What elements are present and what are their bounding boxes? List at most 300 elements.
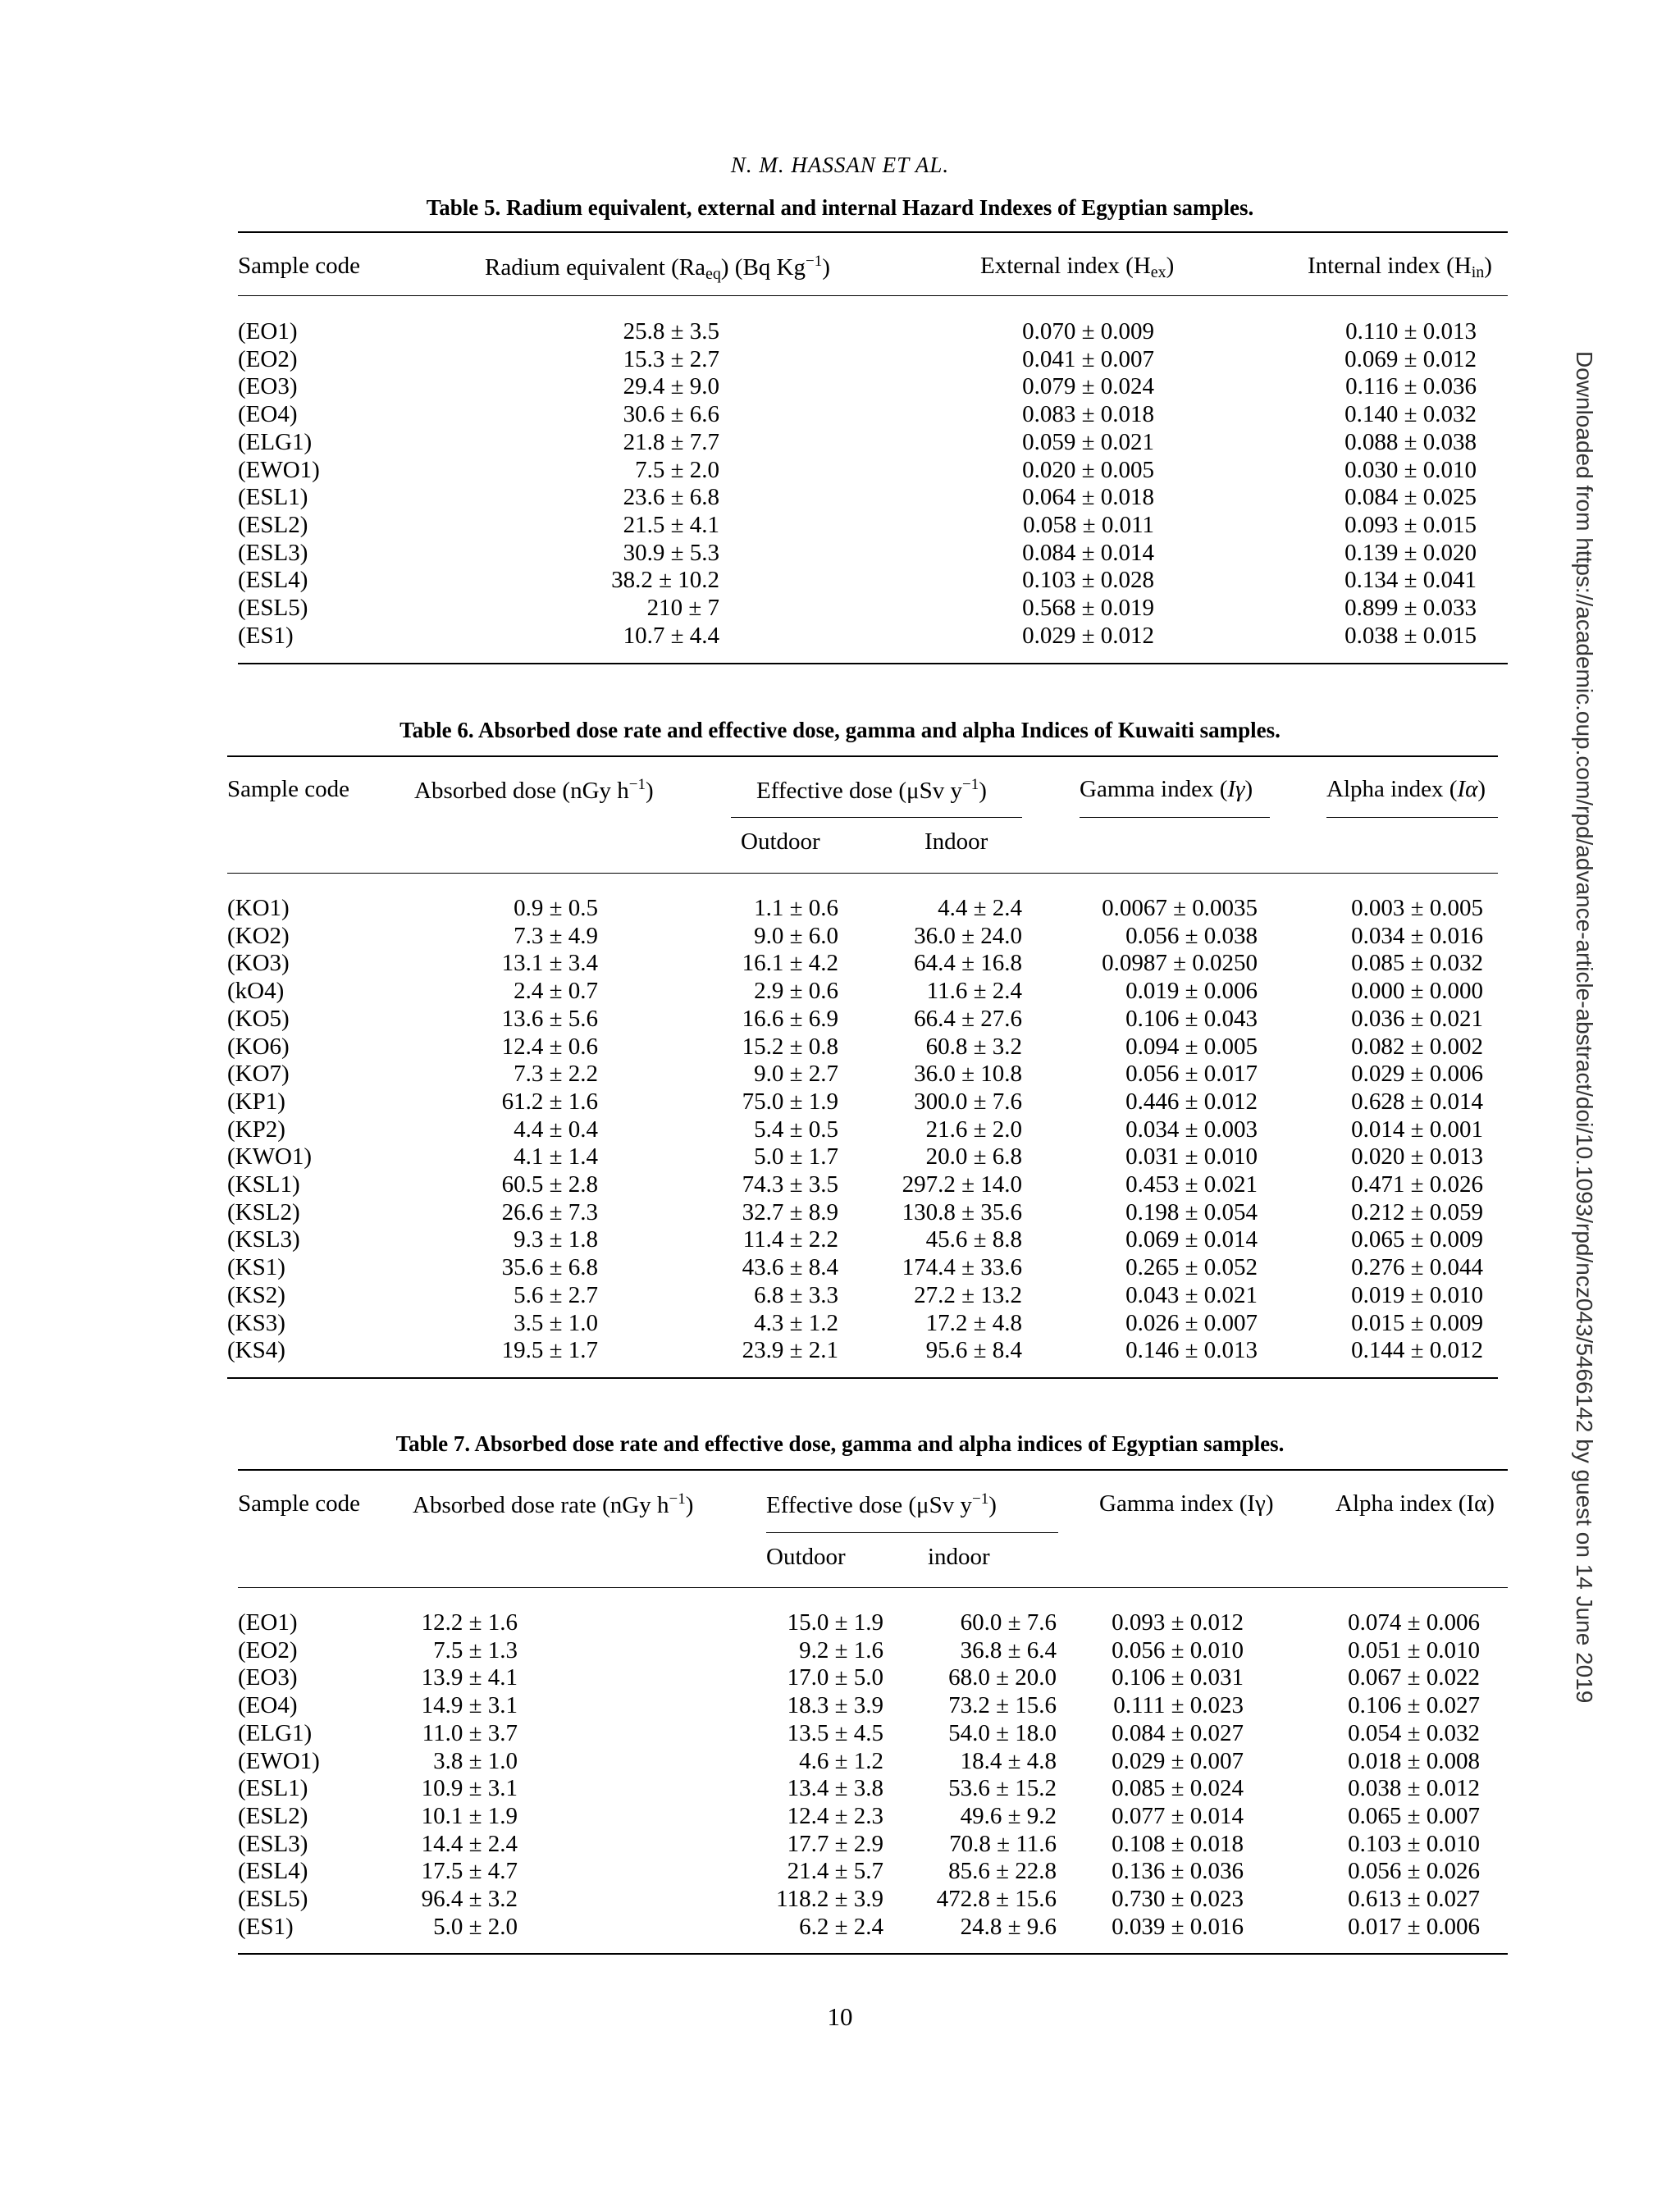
- table7-cell-alpha-index: 0.017 ± 0.006: [1348, 1913, 1480, 1940]
- table6-cell-alpha-index: 0.212 ± 0.059: [1351, 1198, 1483, 1225]
- table7-header-alpha-index: Alpha index (Iα): [1335, 1490, 1495, 1517]
- table6-cell-effective-indoor: 17.2 ± 4.8: [925, 1309, 1022, 1336]
- table7-cell-alpha-index: 0.103 ± 0.010: [1348, 1830, 1480, 1857]
- table7-cell-absorbed-dose-rate: 14.9 ± 3.1: [421, 1692, 518, 1719]
- table5-cell-radium-equivalent: 210 ± 7: [646, 595, 719, 621]
- table6-cell-gamma-index: 0.056 ± 0.017: [1125, 1061, 1258, 1088]
- table7-cell-sample-code: (ESL2): [238, 1802, 308, 1829]
- table6-cell-absorbed-dose: 4.4 ± 0.4: [514, 1116, 598, 1143]
- table6-cell-absorbed-dose: 9.3 ± 1.8: [514, 1226, 598, 1253]
- table7-subheader-outdoor: Outdoor: [766, 1544, 846, 1570]
- table7-row: [0, 1719, 1680, 1747]
- table7-effective-dose-span-rule: [766, 1532, 1058, 1533]
- table5-cell-radium-equivalent: 15.3 ± 2.7: [623, 345, 719, 372]
- table7-cell-absorbed-dose-rate: 13.9 ± 4.1: [421, 1664, 518, 1691]
- table5-row: [0, 622, 1680, 650]
- table5-cell-internal-index: 0.110 ± 0.013: [1345, 318, 1477, 345]
- table7-cell-effective-outdoor: 13.4 ± 3.8: [787, 1775, 883, 1802]
- table5-cell-radium-equivalent: 21.8 ± 7.7: [623, 428, 719, 455]
- table7-cell-absorbed-dose-rate: 10.1 ± 1.9: [421, 1802, 518, 1829]
- table7-cell-effective-indoor: 73.2 ± 15.6: [948, 1692, 1057, 1719]
- table6-header-effective-dose: Effective dose (μSv $y^{-1}$): [756, 776, 987, 804]
- table6-cell-absorbed-dose: 19.5 ± 1.7: [501, 1337, 598, 1364]
- table5-cell-sample-code: (EO1): [238, 318, 298, 345]
- table5-cell-sample-code: (EO4): [238, 401, 298, 428]
- table5-row: [0, 345, 1680, 373]
- table5-cell-sample-code: (ESL1): [238, 484, 308, 511]
- table7-cell-effective-outdoor: 4.6 ± 1.2: [799, 1747, 883, 1774]
- table6-row: [0, 922, 1680, 950]
- table7-header-effective-dose: Effective dose (μSv $y^{-1}$): [766, 1490, 997, 1518]
- table5-cell-external-index: 0.083 ± 0.018: [1022, 401, 1154, 428]
- table5-row: [0, 372, 1680, 400]
- table6-cell-alpha-index: 0.144 ± 0.012: [1351, 1337, 1483, 1364]
- table6-cell-sample-code: (KO7): [227, 1061, 290, 1088]
- table7-cell-effective-indoor: 36.8 ± 6.4: [960, 1636, 1057, 1663]
- table5-cell-internal-index: 0.038 ± 0.015: [1344, 622, 1477, 649]
- table6-row: [0, 1060, 1680, 1088]
- table7-row: [0, 1609, 1680, 1636]
- table7-cell-sample-code: (EO1): [238, 1609, 298, 1636]
- table6-cell-absorbed-dose: 26.6 ± 7.3: [501, 1198, 598, 1225]
- table7-cell-effective-indoor: 70.8 ± 11.6: [949, 1830, 1057, 1857]
- table7-cell-absorbed-dose-rate: 3.8 ± 1.0: [433, 1747, 518, 1774]
- table7-cell-effective-indoor: 53.6 ± 15.2: [948, 1775, 1057, 1802]
- table7-cell-effective-indoor: 85.6 ± 22.8: [948, 1858, 1057, 1885]
- table6-gamma-underline: [1080, 817, 1270, 818]
- table6-cell-alpha-index: 0.019 ± 0.010: [1351, 1281, 1483, 1308]
- table6-cell-effective-outdoor: 23.9 ± 2.1: [742, 1337, 838, 1364]
- table7-cell-sample-code: (ESL4): [238, 1858, 308, 1885]
- table6-row: [0, 1005, 1680, 1033]
- table6-cell-effective-outdoor: 5.0 ± 1.7: [754, 1143, 838, 1171]
- table6-cell-sample-code: (KS1): [227, 1254, 285, 1281]
- table6-cell-sample-code: (KO5): [227, 1005, 290, 1032]
- table6-row: [0, 1116, 1680, 1143]
- table7-cell-sample-code: (ESL3): [238, 1830, 308, 1857]
- table6-cell-gamma-index: 0.043 ± 0.021: [1125, 1281, 1258, 1308]
- table5-header-external-index: External index $(H_{ex})$: [980, 253, 1175, 281]
- table6-cell-alpha-index: 0.034 ± 0.016: [1351, 922, 1483, 949]
- table6-cell-gamma-index: 0.146 ± 0.013: [1125, 1337, 1258, 1364]
- table7-cell-effective-indoor: 472.8 ± 15.6: [936, 1886, 1057, 1912]
- table7-row: [0, 1774, 1680, 1802]
- table7-cell-sample-code: (EO4): [238, 1692, 298, 1719]
- table7-cell-gamma-index: 0.136 ± 0.036: [1112, 1858, 1244, 1885]
- table6-cell-effective-indoor: 36.0 ± 10.8: [914, 1061, 1022, 1088]
- table6-row: [0, 1088, 1680, 1116]
- table6-header-sample: Sample code: [227, 776, 349, 802]
- table7-cell-sample-code: (EO3): [238, 1664, 298, 1691]
- table6-cell-sample-code: (KWO1): [227, 1143, 313, 1171]
- table7-cell-sample-code: (ESL5): [238, 1886, 308, 1912]
- table5-cell-sample-code: (ESL5): [238, 595, 308, 621]
- table6-cell-effective-outdoor: 15.2 ± 0.8: [742, 1033, 838, 1060]
- table6-cell-alpha-index: 0.015 ± 0.009: [1351, 1309, 1483, 1336]
- table7-cell-effective-outdoor: 13.5 ± 4.5: [787, 1719, 883, 1746]
- table7-cell-gamma-index: 0.084 ± 0.027: [1112, 1719, 1244, 1746]
- table7-cell-alpha-index: 0.056 ± 0.026: [1348, 1858, 1480, 1885]
- table6-cell-absorbed-dose: 60.5 ± 2.8: [501, 1171, 598, 1198]
- table7-cell-absorbed-dose-rate: 17.5 ± 4.7: [421, 1858, 518, 1885]
- table5-cell-radium-equivalent: 7.5 ± 2.0: [635, 456, 719, 483]
- table6-cell-effective-outdoor: 43.6 ± 8.4: [742, 1254, 838, 1281]
- table6-cell-alpha-index: 0.000 ± 0.000: [1351, 978, 1483, 1005]
- table6-cell-effective-indoor: 20.0 ± 6.8: [925, 1143, 1022, 1171]
- table6-cell-alpha-index: 0.628 ± 0.014: [1351, 1088, 1483, 1115]
- table5-cell-external-index: 0.084 ± 0.014: [1022, 539, 1154, 566]
- table6-cell-effective-indoor: 36.0 ± 24.0: [914, 922, 1022, 949]
- table6-cell-absorbed-dose: 7.3 ± 4.9: [514, 922, 598, 949]
- table6-row: [0, 1281, 1680, 1309]
- table7-row: [0, 1802, 1680, 1830]
- table6-cell-gamma-index: 0.019 ± 0.006: [1125, 978, 1258, 1005]
- table6-subheader-indoor: Indoor: [924, 828, 988, 855]
- table7-cell-effective-outdoor: 9.2 ± 1.6: [799, 1636, 883, 1663]
- table6-cell-effective-outdoor: 6.8 ± 3.3: [754, 1281, 838, 1308]
- table6-cell-sample-code: (KS3): [227, 1309, 285, 1336]
- table7-cell-absorbed-dose-rate: 11.0 ± 3.7: [422, 1719, 518, 1746]
- table5-cell-sample-code: (ES1): [238, 622, 294, 649]
- table6-cell-absorbed-dose: 12.4 ± 0.6: [501, 1033, 598, 1060]
- table6-cell-alpha-index: 0.020 ± 0.013: [1351, 1143, 1483, 1171]
- table7-row: [0, 1857, 1680, 1885]
- table5-header-radium-equivalent: Radium equivalent $(Ra_{eq})$ (Bq $Kg^{-1}$): [485, 253, 830, 283]
- table6-cell-effective-outdoor: 16.6 ± 6.9: [742, 1005, 838, 1032]
- table5-cell-internal-index: 0.030 ± 0.010: [1344, 456, 1477, 483]
- table6-cell-effective-indoor: 4.4 ± 2.4: [938, 895, 1022, 921]
- table6-subheader-outdoor: Outdoor: [741, 828, 820, 855]
- table6-cell-absorbed-dose: 7.3 ± 2.2: [514, 1061, 598, 1088]
- table6-cell-effective-outdoor: 9.0 ± 6.0: [754, 922, 838, 949]
- table5-cell-sample-code: (ESL4): [238, 567, 308, 594]
- table7-cell-effective-outdoor: 118.2 ± 3.9: [776, 1886, 883, 1912]
- table7-cell-alpha-index: 0.067 ± 0.022: [1348, 1664, 1480, 1691]
- table5-row: [0, 539, 1680, 567]
- table5-cell-radium-equivalent: 25.8 ± 3.5: [623, 318, 719, 345]
- table5-cell-sample-code: (EWO1): [238, 456, 320, 483]
- table6-cell-gamma-index: 0.056 ± 0.038: [1125, 922, 1258, 949]
- table7-header-gamma-index: Gamma index (Iγ): [1099, 1490, 1274, 1517]
- table7-header-sample: Sample code: [238, 1490, 360, 1517]
- table7-cell-alpha-index: 0.054 ± 0.032: [1348, 1719, 1480, 1746]
- table7-cell-alpha-index: 0.613 ± 0.027: [1348, 1886, 1480, 1912]
- table6-cell-sample-code: (KSL1): [227, 1171, 300, 1198]
- table7-row: [0, 1663, 1680, 1691]
- table5-header-internal-index: Internal index $(H_{in})$: [1308, 253, 1492, 281]
- table5-cell-external-index: 0.568 ± 0.019: [1022, 595, 1154, 621]
- table5-row: [0, 483, 1680, 511]
- table6-cell-absorbed-dose: 61.2 ± 1.6: [501, 1088, 598, 1115]
- table7-row: [0, 1691, 1680, 1719]
- table6-cell-effective-indoor: 297.2 ± 14.0: [902, 1171, 1022, 1198]
- table6-cell-alpha-index: 0.082 ± 0.002: [1351, 1033, 1483, 1060]
- table6-cell-effective-indoor: 95.6 ± 8.4: [925, 1337, 1022, 1364]
- table6-effective-dose-span-rule: [731, 817, 1022, 818]
- table6-row: [0, 949, 1680, 977]
- page-number: 10: [827, 2002, 853, 2031]
- table6-cell-effective-indoor: 300.0 ± 7.6: [914, 1088, 1022, 1115]
- table6-cell-alpha-index: 0.065 ± 0.009: [1351, 1226, 1483, 1253]
- table5-cell-radium-equivalent: 23.6 ± 6.8: [623, 484, 719, 511]
- table6-cell-sample-code: (KSL2): [227, 1198, 300, 1225]
- table6-cell-sample-code: (KO1): [227, 895, 290, 921]
- table6-top-rule: [227, 755, 1498, 757]
- table6-row: [0, 1253, 1680, 1281]
- table6-cell-gamma-index: 0.026 ± 0.007: [1125, 1309, 1258, 1336]
- table6-cell-alpha-index: 0.085 ± 0.032: [1351, 950, 1483, 977]
- table7-cell-effective-outdoor: 18.3 ± 3.9: [787, 1692, 883, 1719]
- table7-cell-effective-indoor: 60.0 ± 7.6: [960, 1609, 1057, 1636]
- table6-cell-sample-code: (KSL3): [227, 1226, 300, 1253]
- table6-cell-gamma-index: 0.446 ± 0.012: [1125, 1088, 1258, 1115]
- table6-header-alpha-index: Alpha index (Iα): [1326, 776, 1486, 802]
- table7-cell-alpha-index: 0.074 ± 0.006: [1348, 1609, 1480, 1636]
- table6-cell-sample-code: (KP1): [227, 1088, 285, 1115]
- table6-cell-alpha-index: 0.014 ± 0.001: [1351, 1116, 1483, 1143]
- table6-cell-absorbed-dose: 2.4 ± 0.7: [514, 978, 598, 1005]
- table5-row: [0, 400, 1680, 428]
- table7-cell-absorbed-dose-rate: 5.0 ± 2.0: [433, 1913, 518, 1940]
- table5-cell-internal-index: 0.140 ± 0.032: [1344, 401, 1477, 428]
- table6-cell-effective-outdoor: 9.0 ± 2.7: [754, 1061, 838, 1088]
- table5-cell-internal-index: 0.084 ± 0.025: [1344, 484, 1477, 511]
- table6-caption: Table 6. Absorbed dose rate and effective dose, gamma and alpha Indices of Kuwaiti samples.: [399, 718, 1281, 742]
- table7-cell-effective-indoor: 49.6 ± 9.2: [960, 1802, 1057, 1829]
- table7-cell-sample-code: (EO2): [238, 1636, 298, 1663]
- table6-cell-effective-indoor: 130.8 ± 35.6: [902, 1198, 1022, 1225]
- table6-row: [0, 1143, 1680, 1171]
- table6-cell-gamma-index: 0.031 ± 0.010: [1125, 1143, 1258, 1171]
- table5-cell-external-index: 0.070 ± 0.009: [1022, 318, 1154, 345]
- table5-cell-sample-code: (EO2): [238, 345, 298, 372]
- table6-cell-sample-code: (KO3): [227, 950, 290, 977]
- table7-row: [0, 1747, 1680, 1775]
- table6-cell-sample-code: (KO2): [227, 922, 290, 949]
- table6-cell-alpha-index: 0.276 ± 0.044: [1351, 1254, 1483, 1281]
- table7-cell-alpha-index: 0.051 ± 0.010: [1348, 1636, 1480, 1663]
- table7-caption: Table 7. Absorbed dose rate and effective dose, gamma and alpha indices of Egyptian samples.: [395, 1431, 1285, 1456]
- table7-cell-absorbed-dose-rate: 96.4 ± 3.2: [421, 1886, 518, 1912]
- table6-row: [0, 894, 1680, 922]
- table5-cell-sample-code: (ESL2): [238, 511, 308, 538]
- table5-row: [0, 511, 1680, 539]
- table6-row: [0, 1033, 1680, 1061]
- table6-header-absorbed-dose: Absorbed dose (nGy $h^{-1}$): [414, 776, 654, 804]
- table6-cell-absorbed-dose: 13.1 ± 3.4: [501, 950, 598, 977]
- table6-cell-gamma-index: 0.0067 ± 0.0035: [1102, 895, 1258, 921]
- table7-cell-effective-outdoor: 17.7 ± 2.9: [787, 1830, 883, 1857]
- table6-row: [0, 1198, 1680, 1226]
- table6-cell-absorbed-dose: 3.5 ± 1.0: [514, 1309, 598, 1336]
- table6-cell-gamma-index: 0.265 ± 0.052: [1125, 1254, 1258, 1281]
- table7-cell-gamma-index: 0.111 ± 0.023: [1113, 1692, 1244, 1719]
- table6-cell-effective-outdoor: 1.1 ± 0.6: [754, 895, 838, 921]
- table6-alpha-underline: [1326, 817, 1498, 818]
- table6-cell-absorbed-dose: 0.9 ± 0.5: [514, 895, 598, 921]
- table7-cell-gamma-index: 0.056 ± 0.010: [1112, 1636, 1244, 1663]
- table5-cell-internal-index: 0.139 ± 0.020: [1344, 539, 1477, 566]
- table7-cell-effective-outdoor: 6.2 ± 2.4: [799, 1913, 883, 1940]
- table6-row: [0, 1225, 1680, 1253]
- table5-cell-sample-code: (EO3): [238, 373, 298, 400]
- table5-cell-external-index: 0.029 ± 0.012: [1022, 622, 1154, 649]
- table7-header-rule: [238, 1587, 1508, 1588]
- table6-cell-gamma-index: 0.034 ± 0.003: [1125, 1116, 1258, 1143]
- table7-cell-effective-outdoor: 17.0 ± 5.0: [787, 1664, 883, 1691]
- table6-cell-alpha-index: 0.003 ± 0.005: [1351, 895, 1483, 921]
- table7-cell-gamma-index: 0.077 ± 0.014: [1112, 1802, 1244, 1829]
- table6-cell-gamma-index: 0.106 ± 0.043: [1125, 1005, 1258, 1032]
- table6-cell-sample-code: (kO4): [227, 978, 285, 1005]
- table6-cell-effective-outdoor: 5.4 ± 0.5: [754, 1116, 838, 1143]
- table5-header-sample: Sample code: [238, 253, 360, 279]
- table5-row: [0, 566, 1680, 594]
- table5-cell-external-index: 0.064 ± 0.018: [1022, 484, 1154, 511]
- table5-cell-radium-equivalent: 38.2 ± 10.2: [611, 567, 719, 594]
- table6-cell-absorbed-dose: 13.6 ± 5.6: [501, 1005, 598, 1032]
- table6-cell-effective-outdoor: 11.4 ± 2.2: [742, 1226, 838, 1253]
- table6-cell-effective-indoor: 45.6 ± 8.8: [925, 1226, 1022, 1253]
- table6-cell-effective-indoor: 174.4 ± 33.6: [902, 1254, 1022, 1281]
- table7-cell-effective-outdoor: 12.4 ± 2.3: [787, 1802, 883, 1829]
- table6-header-rule: [227, 873, 1498, 874]
- table5-row: [0, 317, 1680, 345]
- table5-cell-external-index: 0.079 ± 0.024: [1022, 373, 1154, 400]
- table6-cell-effective-indoor: 60.8 ± 3.2: [925, 1033, 1022, 1060]
- table5-cell-sample-code: (ESL3): [238, 539, 308, 566]
- table6-cell-effective-indoor: 11.6 ± 2.4: [926, 978, 1022, 1005]
- table5-cell-internal-index: 0.899 ± 0.033: [1344, 595, 1477, 621]
- table6-row: [0, 1171, 1680, 1198]
- table6-cell-gamma-index: 0.198 ± 0.054: [1125, 1198, 1258, 1225]
- table7-cell-sample-code: (ESL1): [238, 1775, 308, 1802]
- table7-cell-effective-indoor: 18.4 ± 4.8: [960, 1747, 1057, 1774]
- table6-row: [0, 977, 1680, 1005]
- table6-cell-effective-indoor: 21.6 ± 2.0: [925, 1116, 1022, 1143]
- table6-cell-effective-outdoor: 16.1 ± 4.2: [742, 950, 838, 977]
- table6-cell-sample-code: (KS4): [227, 1337, 285, 1364]
- table5-row: [0, 456, 1680, 484]
- table7-header-absorbed-dose-rate: Absorbed dose rate (nGy $h^{-1}$): [413, 1490, 694, 1518]
- table5-cell-radium-equivalent: 30.9 ± 5.3: [623, 539, 719, 566]
- table6-cell-alpha-index: 0.029 ± 0.006: [1351, 1061, 1483, 1088]
- table6-cell-effective-indoor: 66.4 ± 27.6: [914, 1005, 1022, 1032]
- table5-cell-radium-equivalent: 21.5 ± 4.1: [623, 511, 719, 538]
- table5-header-rule: [238, 295, 1508, 296]
- table5-cell-internal-index: 0.069 ± 0.012: [1344, 345, 1477, 372]
- table6-cell-effective-indoor: 64.4 ± 16.8: [914, 950, 1022, 977]
- table7-cell-effective-outdoor: 21.4 ± 5.7: [787, 1858, 883, 1885]
- table7-cell-alpha-index: 0.065 ± 0.007: [1348, 1802, 1480, 1829]
- table6-cell-absorbed-dose: 5.6 ± 2.7: [514, 1281, 598, 1308]
- table7-cell-sample-code: (ES1): [238, 1913, 294, 1940]
- table6-cell-effective-indoor: 27.2 ± 13.2: [914, 1281, 1022, 1308]
- table7-cell-alpha-index: 0.106 ± 0.027: [1348, 1692, 1480, 1719]
- table5-row: [0, 594, 1680, 622]
- table7-cell-absorbed-dose-rate: 7.5 ± 1.3: [433, 1636, 518, 1663]
- table7-cell-alpha-index: 0.038 ± 0.012: [1348, 1775, 1480, 1802]
- table7-cell-sample-code: (EWO1): [238, 1747, 320, 1774]
- table6-cell-gamma-index: 0.094 ± 0.005: [1125, 1033, 1258, 1060]
- table6-cell-gamma-index: 0.453 ± 0.021: [1125, 1171, 1258, 1198]
- table7-row: [0, 1885, 1680, 1913]
- table6-cell-gamma-index: 0.0987 ± 0.0250: [1102, 950, 1258, 977]
- table6-header-gamma-index: Gamma index (Iγ): [1080, 776, 1253, 802]
- table7-cell-gamma-index: 0.106 ± 0.031: [1112, 1664, 1244, 1691]
- table7-cell-absorbed-dose-rate: 14.4 ± 2.4: [421, 1830, 518, 1857]
- table7-row: [0, 1830, 1680, 1858]
- table6-row: [0, 1336, 1680, 1364]
- table7-cell-gamma-index: 0.085 ± 0.024: [1112, 1775, 1244, 1802]
- table6-cell-effective-outdoor: 4.3 ± 1.2: [754, 1309, 838, 1336]
- table7-bottom-rule: [238, 1953, 1508, 1955]
- table5-cell-external-index: 0.041 ± 0.007: [1022, 345, 1154, 372]
- table7-cell-effective-indoor: 54.0 ± 18.0: [948, 1719, 1057, 1746]
- table6-cell-effective-outdoor: 2.9 ± 0.6: [754, 978, 838, 1005]
- table5-bottom-rule: [238, 663, 1508, 664]
- table6-cell-gamma-index: 0.069 ± 0.014: [1125, 1226, 1258, 1253]
- table7-cell-sample-code: (ELG1): [238, 1719, 313, 1746]
- table7-cell-gamma-index: 0.029 ± 0.007: [1112, 1747, 1244, 1774]
- table6-row: [0, 1309, 1680, 1337]
- table5-cell-internal-index: 0.116 ± 0.036: [1345, 373, 1477, 400]
- table7-row: [0, 1636, 1680, 1664]
- table6-cell-absorbed-dose: 4.1 ± 1.4: [514, 1143, 598, 1171]
- table6-cell-absorbed-dose: 35.6 ± 6.8: [501, 1254, 598, 1281]
- table6-cell-sample-code: (KS2): [227, 1281, 285, 1308]
- table5-cell-external-index: 0.059 ± 0.021: [1022, 428, 1154, 455]
- table5-cell-external-index: 0.020 ± 0.005: [1022, 456, 1154, 483]
- table7-cell-gamma-index: 0.039 ± 0.016: [1112, 1913, 1244, 1940]
- running-header: N. M. HASSAN ET AL.: [730, 153, 950, 177]
- table5-cell-radium-equivalent: 29.4 ± 9.0: [623, 373, 719, 400]
- table5-top-rule: [238, 231, 1508, 233]
- table6-bottom-rule: [227, 1377, 1498, 1379]
- table6-cell-alpha-index: 0.471 ± 0.026: [1351, 1171, 1483, 1198]
- table5-cell-internal-index: 0.093 ± 0.015: [1344, 511, 1477, 538]
- table7-cell-absorbed-dose-rate: 12.2 ± 1.6: [421, 1609, 518, 1636]
- table5-cell-radium-equivalent: 10.7 ± 4.4: [623, 622, 719, 649]
- table5-cell-internal-index: 0.134 ± 0.041: [1344, 567, 1477, 594]
- table5-cell-internal-index: 0.088 ± 0.038: [1344, 428, 1477, 455]
- table7-cell-effective-outdoor: 15.0 ± 1.9: [787, 1609, 883, 1636]
- table6-cell-effective-outdoor: 32.7 ± 8.9: [742, 1198, 838, 1225]
- table7-cell-gamma-index: 0.108 ± 0.018: [1112, 1830, 1244, 1857]
- table5-cell-external-index: 0.103 ± 0.028: [1022, 567, 1154, 594]
- table7-cell-gamma-index: 0.093 ± 0.012: [1112, 1609, 1244, 1636]
- table5-cell-sample-code: (ELG1): [238, 428, 313, 455]
- table6-cell-sample-code: (KO6): [227, 1033, 290, 1060]
- table7-cell-effective-indoor: 68.0 ± 20.0: [948, 1664, 1057, 1691]
- table6-cell-sample-code: (KP2): [227, 1116, 285, 1143]
- table7-cell-absorbed-dose-rate: 10.9 ± 3.1: [421, 1775, 518, 1802]
- table5-row: [0, 428, 1680, 456]
- table7-cell-alpha-index: 0.018 ± 0.008: [1348, 1747, 1480, 1774]
- table5-cell-radium-equivalent: 30.6 ± 6.6: [623, 401, 719, 428]
- table6-cell-alpha-index: 0.036 ± 0.021: [1351, 1005, 1483, 1032]
- table6-cell-effective-outdoor: 75.0 ± 1.9: [742, 1088, 838, 1115]
- download-notice: Downloaded from https://academic.oup.com/rpd/advance-article-abstract/doi/10.1093/rpd/ncz043/5466142 by guest on 14 June 2019: [1572, 351, 1597, 1704]
- table5-cell-external-index: 0.058 ± 0.011: [1023, 511, 1154, 538]
- table5-caption: Table 5. Radium equivalent, external and internal Hazard Indexes of Egyptian samples.: [426, 195, 1254, 220]
- table7-subheader-indoor: indoor: [928, 1544, 990, 1570]
- table7-cell-effective-indoor: 24.8 ± 9.6: [960, 1913, 1057, 1940]
- table7-row: [0, 1913, 1680, 1941]
- table7-cell-gamma-index: 0.730 ± 0.023: [1112, 1886, 1244, 1912]
- table6-cell-effective-outdoor: 74.3 ± 3.5: [742, 1171, 838, 1198]
- table7-top-rule: [238, 1469, 1508, 1471]
